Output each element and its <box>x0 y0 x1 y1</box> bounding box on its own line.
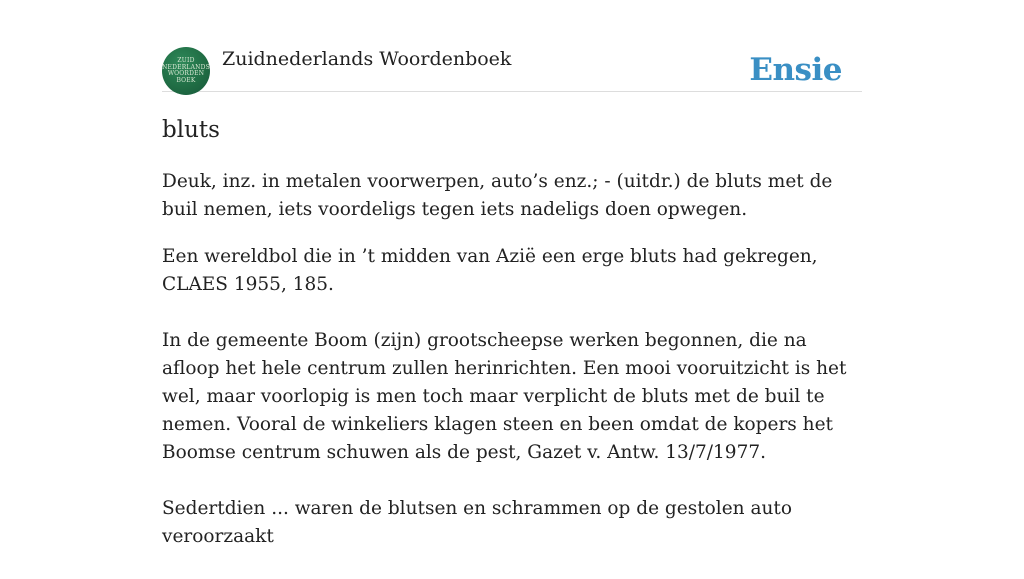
entry-quote: Sedertdien ... waren de blutsen en schrammen op de gestolen auto veroorzaakt <box>162 498 792 547</box>
entry-quote: In de gemeente Boom (zijn) grootscheepse werken begonnen, die na afloop het hele centrum zullen herinrichten. Een mooi vooruitzicht is het wel, maar voorlopig is men toch maar verplicht de bluts met de buil te nemen. Vooral de winkeliers klagen steen en been omdat de kopers het Boomse centrum schuwen als de pest, Gazet v. Antw. 13/7/1977. <box>162 330 847 463</box>
logo-text-line: ZUID <box>177 57 195 64</box>
entry-headword: bluts <box>162 117 220 143</box>
logo-text-line: NEDERLANDS <box>162 63 210 71</box>
entry-quote: Een wereldbol die in ’t midden van Azië een erge bluts had gekregen, CLAES 1955, 185. <box>162 246 818 295</box>
entry-definition: Deuk, inz. in metalen voorwerpen, auto’s enz.; - (uitdr.) de bluts met de buil nemen, iets voordeligs tegen iets nadeligs doen opwegen. <box>162 171 833 220</box>
logo-text-line: WOORDEN <box>167 70 205 77</box>
site-header <box>162 46 862 92</box>
dictionary-name-link[interactable]: Zuidnederlands Woordenboek <box>222 48 512 70</box>
entry-content <box>162 168 862 579</box>
logo-text-line: BOEK <box>176 76 196 84</box>
ensie-brand-logo[interactable]: Ensie <box>749 52 842 88</box>
dictionary-logo[interactable] <box>162 47 210 95</box>
